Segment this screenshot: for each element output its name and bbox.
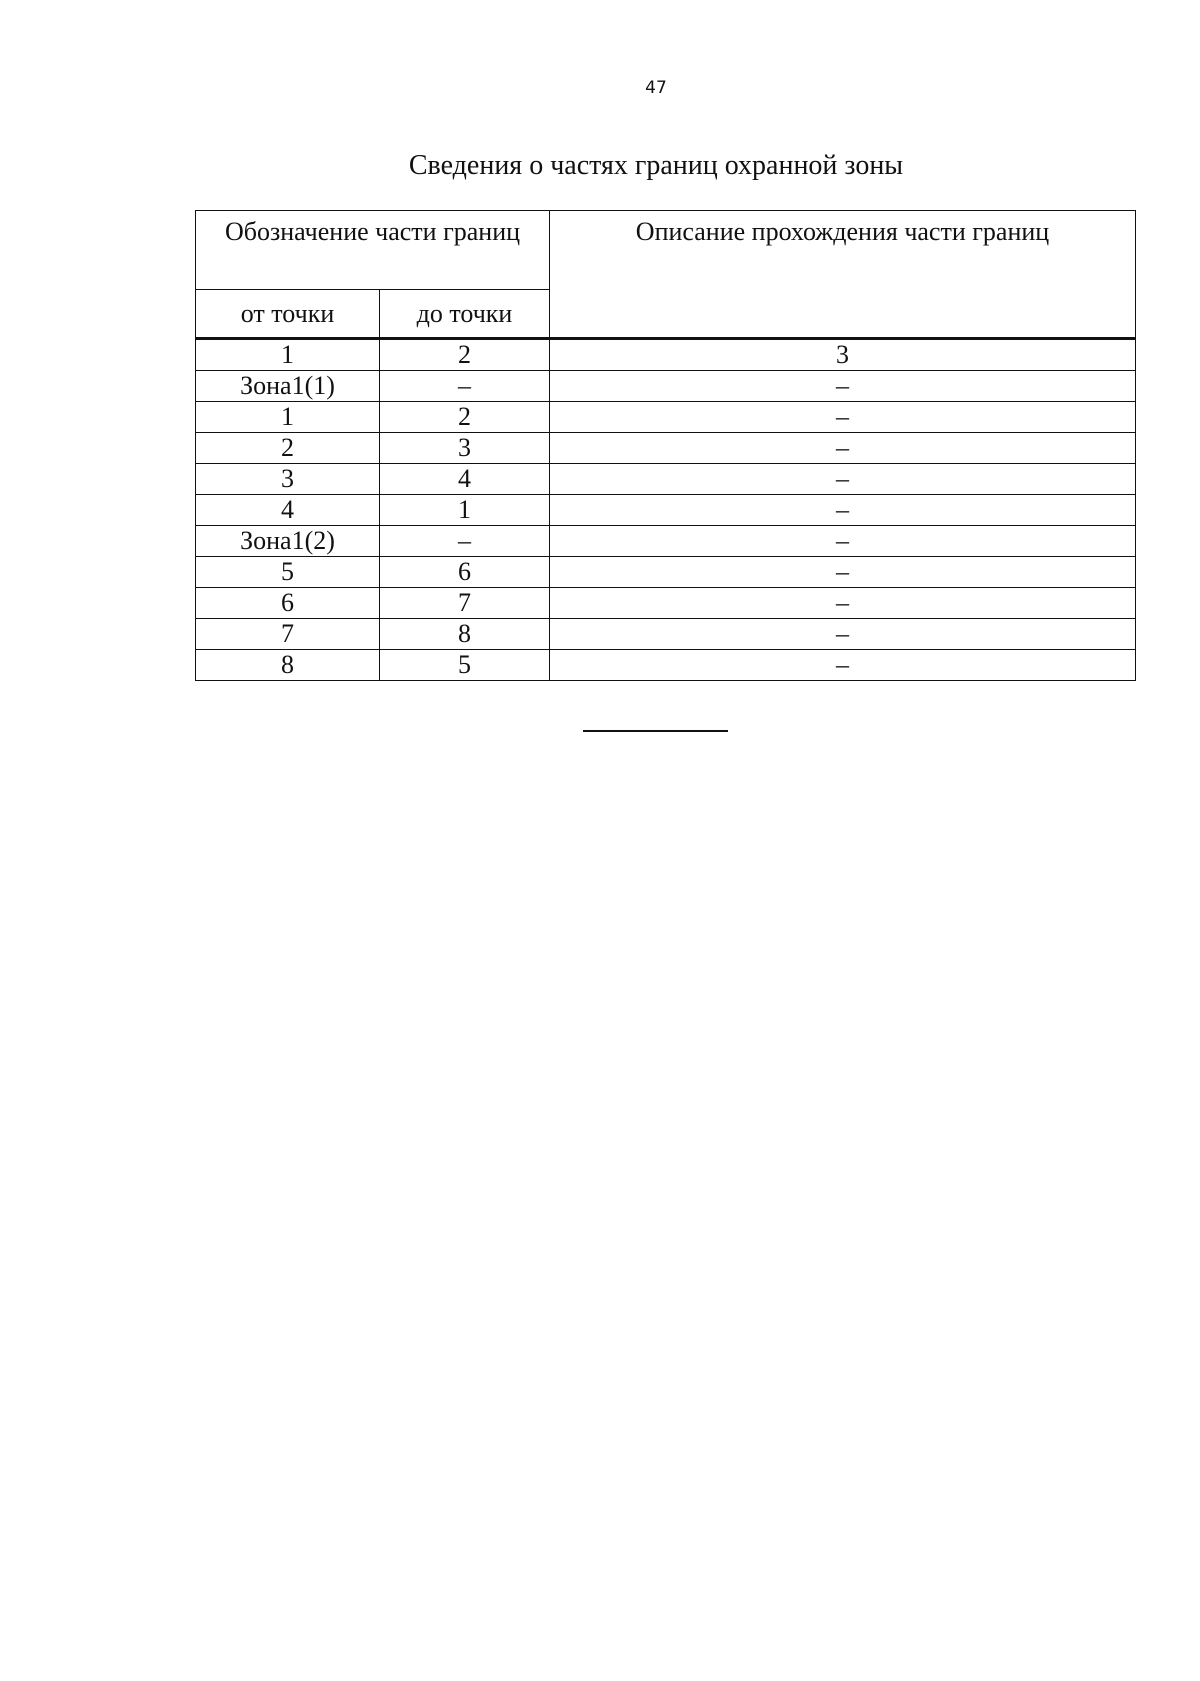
header-from-point: от точки bbox=[196, 290, 380, 339]
cell-to-point: 1 bbox=[380, 495, 550, 526]
table-row bbox=[196, 650, 1136, 681]
header-boundary-description: Описание прохождения части границ bbox=[550, 211, 1136, 339]
cell-to-point: 2 bbox=[380, 339, 550, 371]
cell-from-point: 1 bbox=[196, 402, 380, 433]
cell-to-point: 2 bbox=[380, 402, 550, 433]
end-of-document-rule bbox=[583, 730, 728, 732]
cell-from-point: 7 bbox=[196, 619, 380, 650]
table-row bbox=[196, 588, 1136, 619]
cell-description: – bbox=[550, 402, 1136, 433]
table-row bbox=[196, 619, 1136, 650]
cell-to-point: – bbox=[380, 526, 550, 557]
table-row bbox=[196, 371, 1136, 402]
cell-description: – bbox=[550, 371, 1136, 402]
cell-from-point: 5 bbox=[196, 557, 380, 588]
cell-description: – bbox=[550, 433, 1136, 464]
cell-from-point: Зона1(1) bbox=[196, 371, 380, 402]
boundary-parts-table bbox=[195, 210, 1136, 681]
table-row bbox=[196, 433, 1136, 464]
cell-to-point: 7 bbox=[380, 588, 550, 619]
table-row bbox=[196, 526, 1136, 557]
cell-to-point: 8 bbox=[380, 619, 550, 650]
table-row bbox=[196, 557, 1136, 588]
cell-description: – bbox=[550, 495, 1136, 526]
document-title: Сведения о частях границ охранной зоны bbox=[408, 150, 904, 181]
cell-from-point: 4 bbox=[196, 495, 380, 526]
cell-description: – bbox=[550, 588, 1136, 619]
header-to-point: до точки bbox=[380, 290, 550, 339]
header-boundary-part-designation: Обозначение части границ bbox=[196, 211, 550, 290]
cell-description: – bbox=[550, 464, 1136, 495]
cell-from-point: Зона1(2) bbox=[196, 526, 380, 557]
table-row bbox=[196, 464, 1136, 495]
cell-to-point: 5 bbox=[380, 650, 550, 681]
table-row bbox=[196, 495, 1136, 526]
cell-from-point: 2 bbox=[196, 433, 380, 464]
cell-from-point: 8 bbox=[196, 650, 380, 681]
cell-to-point: 3 bbox=[380, 433, 550, 464]
cell-description: – bbox=[550, 650, 1136, 681]
cell-from-point: 6 bbox=[196, 588, 380, 619]
page-number: 47 bbox=[645, 78, 667, 98]
cell-description: – bbox=[550, 619, 1136, 650]
cell-to-point: 4 bbox=[380, 464, 550, 495]
table-row bbox=[196, 339, 1136, 371]
cell-description: 3 bbox=[550, 339, 1136, 371]
cell-description: – bbox=[550, 557, 1136, 588]
cell-to-point: – bbox=[380, 371, 550, 402]
cell-to-point: 6 bbox=[380, 557, 550, 588]
table-row bbox=[196, 402, 1136, 433]
cell-from-point: 1 bbox=[196, 339, 380, 371]
cell-from-point: 3 bbox=[196, 464, 380, 495]
cell-description: – bbox=[550, 526, 1136, 557]
